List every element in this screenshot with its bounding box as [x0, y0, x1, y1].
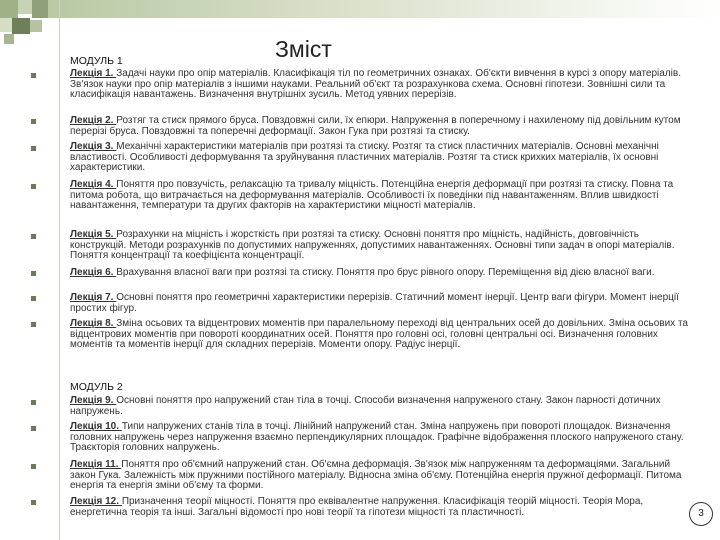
lecture-11	[70, 460, 692, 492]
bullet-icon	[31, 119, 36, 124]
bullet-icon	[31, 322, 36, 327]
module-2-label: МОДУЛЬ 2	[70, 381, 123, 393]
page-number-badge: 3	[689, 502, 713, 526]
lecture-3	[70, 142, 692, 174]
page-title: Зміст	[275, 36, 332, 62]
bullet-icon	[31, 296, 36, 301]
lecture-4-link[interactable]: Лекція 4.	[70, 179, 117, 190]
lecture-5	[70, 230, 692, 262]
left-rule	[59, 0, 60, 540]
bullet-icon	[31, 426, 36, 431]
lecture-2-text: Розтяг та стиск прямого бруса. Повздовжні сили, їх епюри. Напруження в поперечному і нахиленому під довільним кутом перерізі бруса. Повздовжні та поперечні деформації. Закон Гука при розтязі та стиску.	[70, 115, 681, 137]
lecture-7-text: Основні поняття про геометричні характеристики перерізів. Статичний момент інерції. Центр ваги фігури. Момент інерції простих фігур.	[70, 292, 679, 314]
bullet-icon	[31, 73, 36, 78]
lecture-5-link[interactable]: Лекція 5.	[70, 229, 117, 240]
bullet-icon	[31, 464, 36, 469]
lecture-9	[70, 396, 692, 417]
lecture-1-text: Задачі науки про опір матеріалів. Класифікація тіл по геометричних ознаках. Об'єкти вивчення в курсі з опору матеріалів. Зв'язок науки про опір матеріалів з іншими науками. Реальний об'єкт та розрахункова схема. Основні гіпотези. Зовнішні сили та класифікація навантажень. Визначення внутрішніх зусиль. Метод уявних перерізів.	[70, 68, 681, 100]
bullet-icon	[31, 184, 36, 189]
lecture-4-text: Поняття про повзучість, релаксацію та тривалу міцність. Потенційна енергія деформації при розтязі та стиску. Повна та питома робота, що витрачається на деформування матеріалів. Особливості їх поведінки під навантаженням. Вплив швидкості навантаження, температури та других факторів на характеристики міцності матеріалів.	[70, 179, 674, 211]
lecture-8-text: Зміна осьових та відцентрових моментів при паралельному переході від центральних осей до довільних. Зміна осьових та відцентрових моментів при повороті координатних осей. Поняття про головні осі, головні центральні осі. Визначення головних моментів та моментів інерції для складних перерізів. Моменти опору. Радіус інерції.	[70, 318, 688, 350]
bullet-icon	[31, 234, 36, 239]
lecture-3-link[interactable]: Лекція 3.	[70, 141, 117, 152]
lecture-12	[70, 497, 682, 518]
lecture-9-link[interactable]: Лекція 9.	[70, 395, 117, 406]
bullet-icon	[31, 146, 36, 151]
lecture-5-text: Розрахунки на міцність і жорсткість при розтязі та стиску. Основні поняття про міцність, надійність, довговічність конструкцій. Методи розрахунків по допустимих напруженнях, допустимих навантаженнях. Основні типи задач в опорі матеріалів. Поняття концентрації та коефіцієнта концентрації.	[70, 229, 675, 261]
lecture-11-text: Поняття про об'ємний напружений стан. Об'ємна деформація. Зв'язок між напруженням та деформаціями. Загальний закон Гука. Залежність між пружними постійного матеріалу. Відносна зміна об'єму. Потенційна енергія пружної деформації. Питома енергія та енергія зміни об'єму та форми.	[70, 459, 682, 491]
lecture-6	[70, 268, 692, 279]
module-1-label: МОДУЛЬ 1	[70, 55, 123, 67]
lecture-3-text: Механічні характеристики матеріалів при розтязі та стиску. Розтяг та стиск пластичних матеріалів. Основні механічні властивості. Особливості деформування та зруйнування пластичних матеріалів. Розтяг та стиск крихких матеріалів, їх основні характеристики.	[70, 141, 659, 173]
lecture-8	[70, 319, 692, 351]
bullet-icon	[31, 271, 36, 276]
lecture-2	[70, 116, 692, 137]
lecture-10	[70, 422, 692, 454]
lecture-7	[70, 293, 692, 314]
bullet-icon	[31, 500, 36, 505]
lecture-7-link[interactable]: Лекція 7.	[70, 292, 117, 303]
lecture-8-link[interactable]: Лекція 8.	[70, 318, 117, 329]
lecture-12-text: Призначення теорії міцності. Поняття про еквівалентне напруження. Класифікація теорій міцності. Теорія Мора, енергетична теорія та інші. Загальні відомості про нові теорії та гіпотези міцності та пластичності.	[70, 496, 644, 518]
lecture-12-link[interactable]: Лекція 12.	[70, 496, 122, 507]
lecture-1	[70, 69, 692, 101]
lecture-10-link[interactable]: Лекція 10.	[70, 421, 122, 432]
lecture-2-link[interactable]: Лекція 2.	[70, 115, 117, 126]
lecture-6-text: Врахування власної ваги при розтязі та стиску. Поняття про брус рівного опору. Переміщення від дією власної ваги.	[116, 267, 655, 278]
lecture-4	[70, 180, 692, 212]
lecture-6-link[interactable]: Лекція 6.	[70, 267, 117, 278]
lecture-1-link[interactable]: Лекція 1.	[70, 68, 117, 79]
bullet-icon	[31, 400, 36, 405]
lecture-11-link[interactable]: Лекція 11.	[70, 459, 122, 470]
lecture-10-text: Типи напружених станів тіла в точці. Лінійний напружений стан. Зміна напружень при повороті площадок. Визначення головних напружень через напруження взаємно перпендикулярних площадок. Графічне відображення плоского напруженого стану. Траєкторія головних напружень.	[70, 421, 684, 453]
lecture-9-text: Основні поняття про напружений стан тіла в точці. Способи визначення напруженого стану. Закон парності дотичних напружень.	[70, 395, 661, 417]
header-stripe	[48, 0, 720, 18]
